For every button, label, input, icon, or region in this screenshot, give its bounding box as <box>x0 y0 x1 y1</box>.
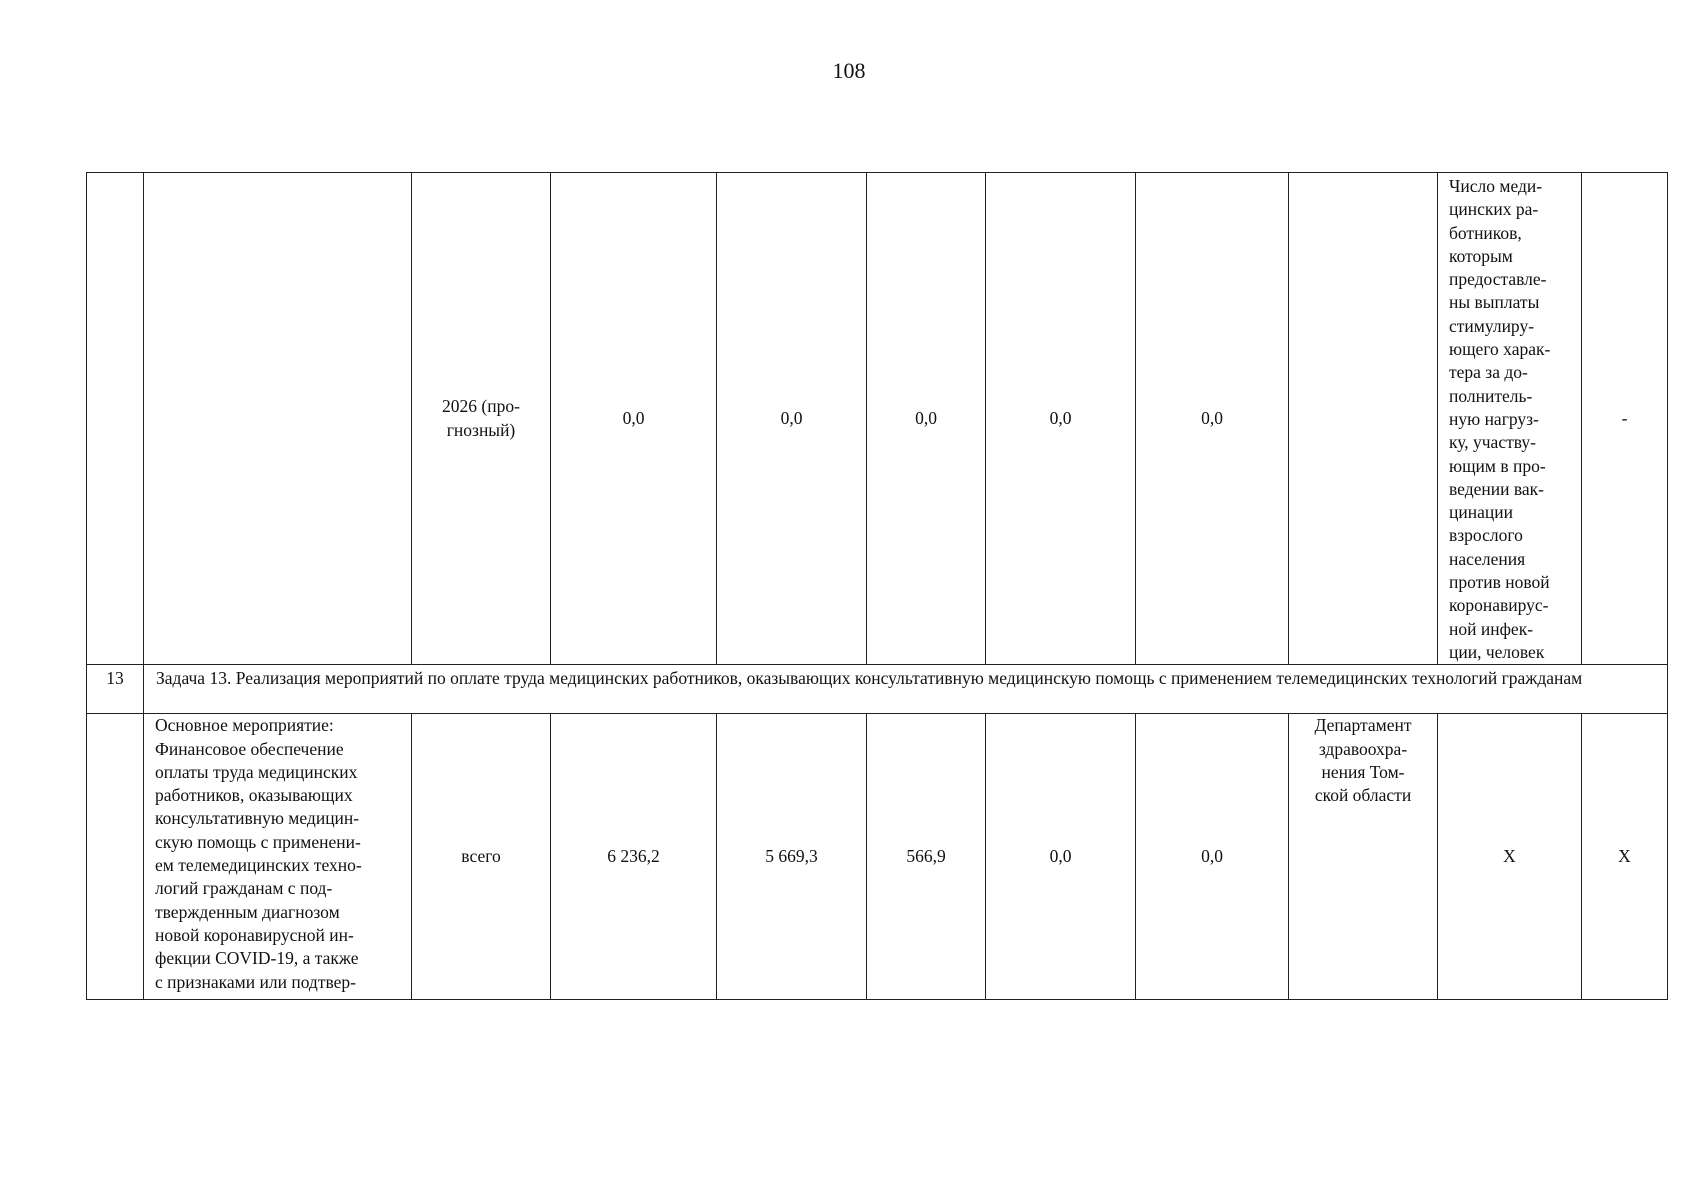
cell-total: 0,0 <box>551 173 717 665</box>
cell-indicator-value: X <box>1582 714 1668 1000</box>
cell-executor: Департамент здравоохра- нения Том- ской области <box>1289 714 1438 1000</box>
cell-task-number: 13 <box>87 665 144 714</box>
table-row-forecast <box>87 173 1668 665</box>
cell-name-empty <box>144 173 412 665</box>
cell-local: 0,0 <box>986 714 1136 1000</box>
cell-task-text: Задача 13. Реализация мероприятий по оплате труда медицинских работников, оказывающих консультативную медицинскую помощь с применением телемедицинских технологий гражданам <box>144 665 1668 714</box>
table-row-task-13 <box>87 665 1668 714</box>
budget-table <box>86 172 1668 1000</box>
cell-regional: 566,9 <box>867 714 986 1000</box>
cell-extra: 0,0 <box>1136 173 1289 665</box>
cell-federal: 5 669,3 <box>717 714 867 1000</box>
cell-local: 0,0 <box>986 173 1136 665</box>
page-number: 108 <box>832 58 866 83</box>
table-row-main-activity <box>87 714 1668 1000</box>
cell-number-empty <box>87 173 144 665</box>
cell-indicator: X <box>1438 714 1582 1000</box>
cell-federal: 0,0 <box>717 173 867 665</box>
cell-extra: 0,0 <box>1136 714 1289 1000</box>
cell-executor-empty <box>1289 173 1438 665</box>
cell-period: всего <box>412 714 551 1000</box>
cell-indicator: Число меди- цинских ра- ботников, которым предоставле- ны выплаты стимулиру- ющего харак- тера за до- полнитель- ную нагруз- ку, участву- ющим в про- ведении вак- цинации взрослого населения против новой коронавирус- ной инфек- ции, человек <box>1438 173 1582 665</box>
cell-indicator-value: - <box>1582 173 1668 665</box>
cell-regional: 0,0 <box>867 173 986 665</box>
cell-activity-name: Основное мероприятие: Финансовое обеспечение оплаты труда медицинских работников, оказывающих консультативную медицин- скую помощь с применени- ем телемедицинских техно- логий гражданам с под- твержденным диагнозом новой коронавирусной ин- фекции COVID-19, а также с признаками или подтвер- <box>144 714 412 1000</box>
cell-period: 2026 (про- гнозный) <box>412 173 551 665</box>
cell-number-empty <box>87 714 144 1000</box>
cell-total: 6 236,2 <box>551 714 717 1000</box>
